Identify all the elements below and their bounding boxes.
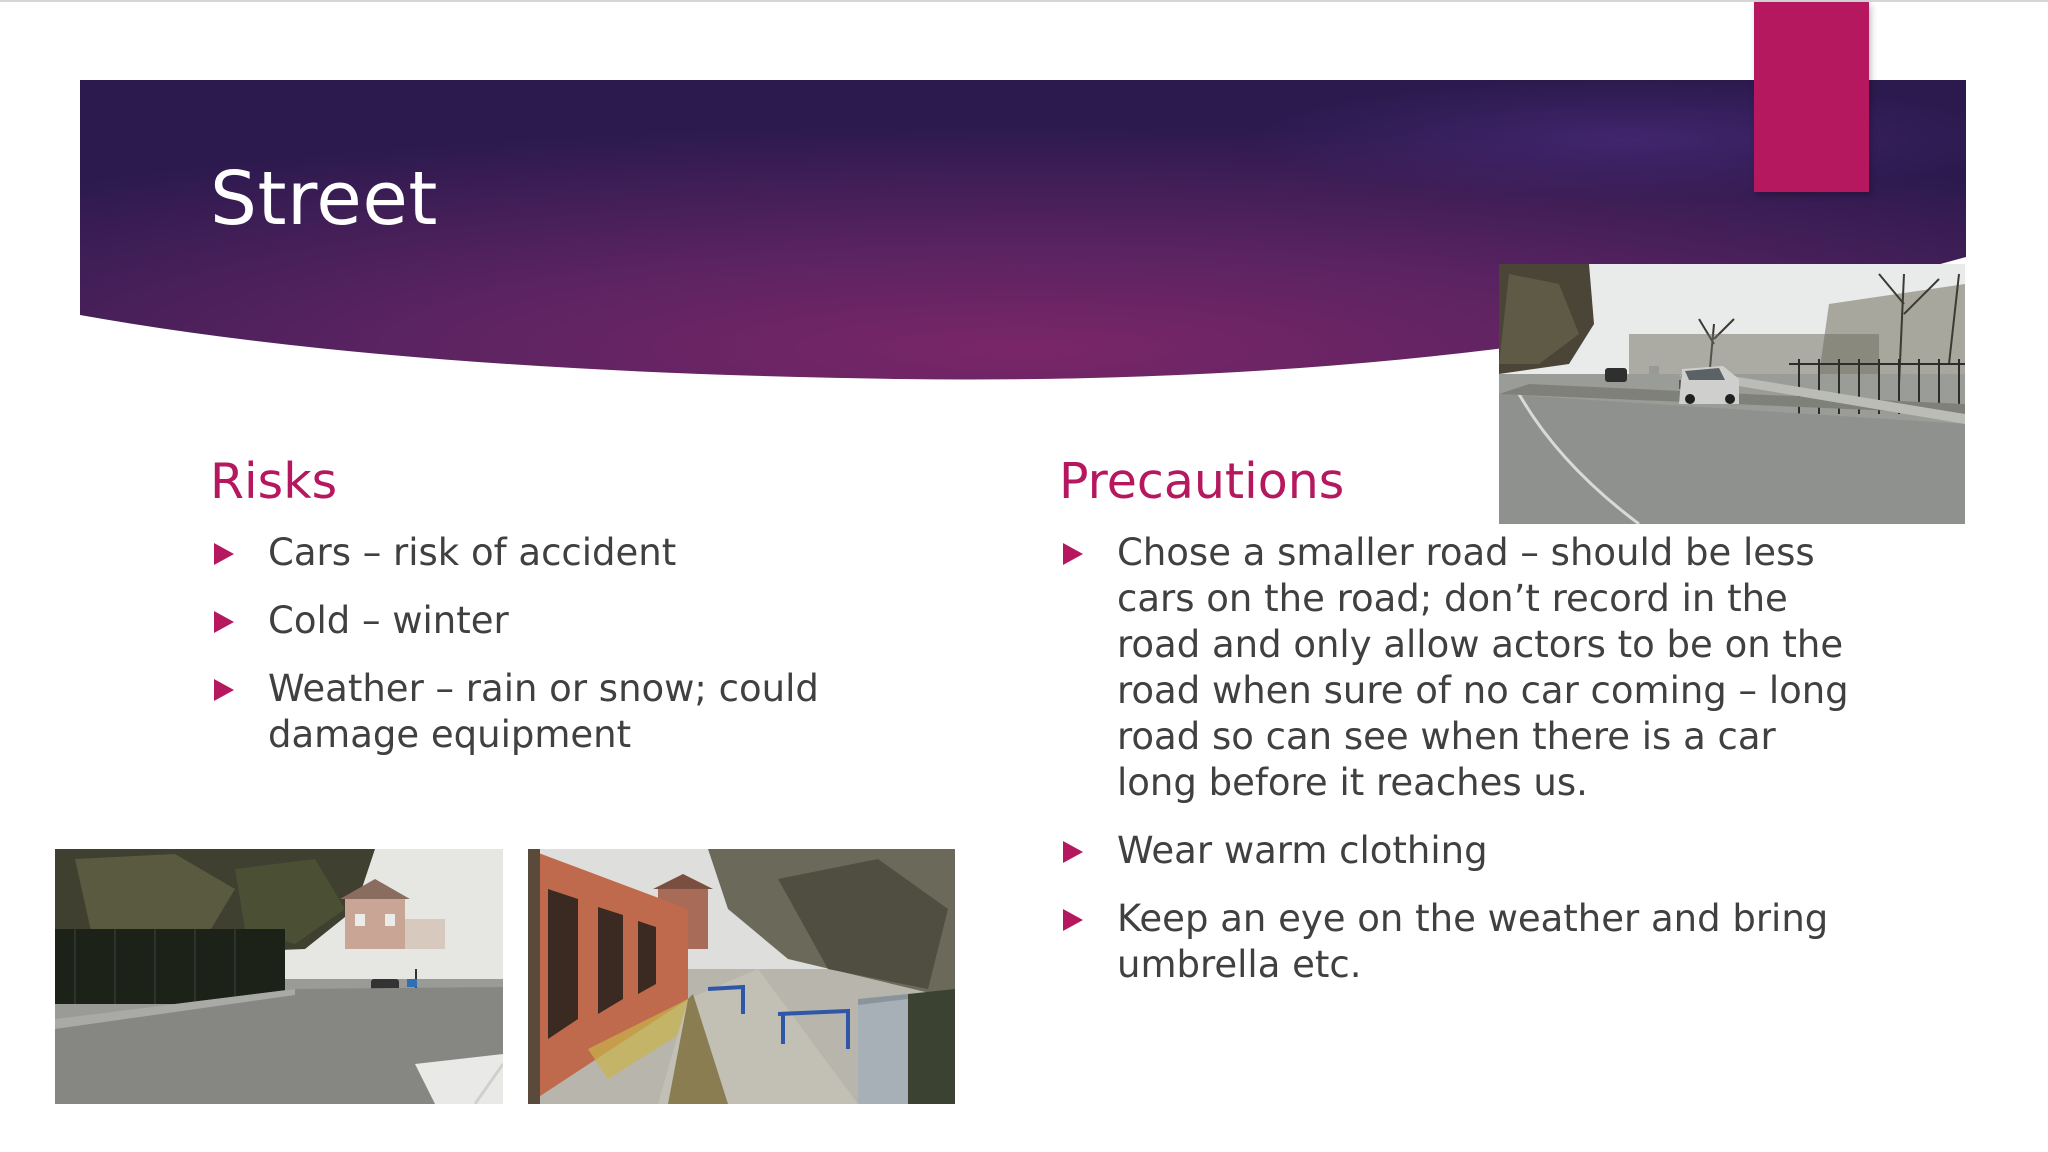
triangle-right-icon	[214, 679, 234, 701]
list-item	[210, 530, 980, 576]
residential-street-photo	[55, 849, 503, 1104]
list-item	[1059, 530, 1859, 806]
slide	[0, 2, 2048, 1152]
triangle-right-icon	[214, 543, 234, 565]
risks-list	[210, 530, 980, 780]
precautions-heading: Precautions	[1059, 453, 1345, 510]
list-item	[210, 666, 980, 758]
slide-title: Street	[210, 156, 438, 242]
list-item	[1059, 896, 1859, 988]
triangle-right-icon	[1063, 909, 1083, 931]
risk-text: Cars – risk of accident	[268, 531, 677, 574]
triangle-right-icon	[1063, 543, 1083, 565]
accent-tab	[1754, 2, 1869, 192]
list-item	[210, 598, 980, 644]
precaution-text: Keep an eye on the weather and bring umbrella etc.	[1117, 897, 1829, 986]
triangle-right-icon	[1063, 841, 1083, 863]
list-item	[1059, 828, 1859, 874]
risks-heading: Risks	[210, 453, 338, 510]
triangle-right-icon	[214, 611, 234, 633]
precaution-text: Chose a smaller road – should be less cars on the road; don’t record in the road and only allow actors to be on the road when sure of no car coming – long road so can see when there is a car long before it reaches us.	[1117, 531, 1849, 804]
precaution-text: Wear warm clothing	[1117, 829, 1488, 872]
precautions-list	[1059, 530, 1859, 1010]
road-with-cars-photo	[1499, 264, 1965, 524]
risk-text: Weather – rain or snow; could damage equipment	[268, 667, 819, 756]
footpath-brick-wall-photo	[528, 849, 955, 1104]
risk-text: Cold – winter	[268, 599, 509, 642]
